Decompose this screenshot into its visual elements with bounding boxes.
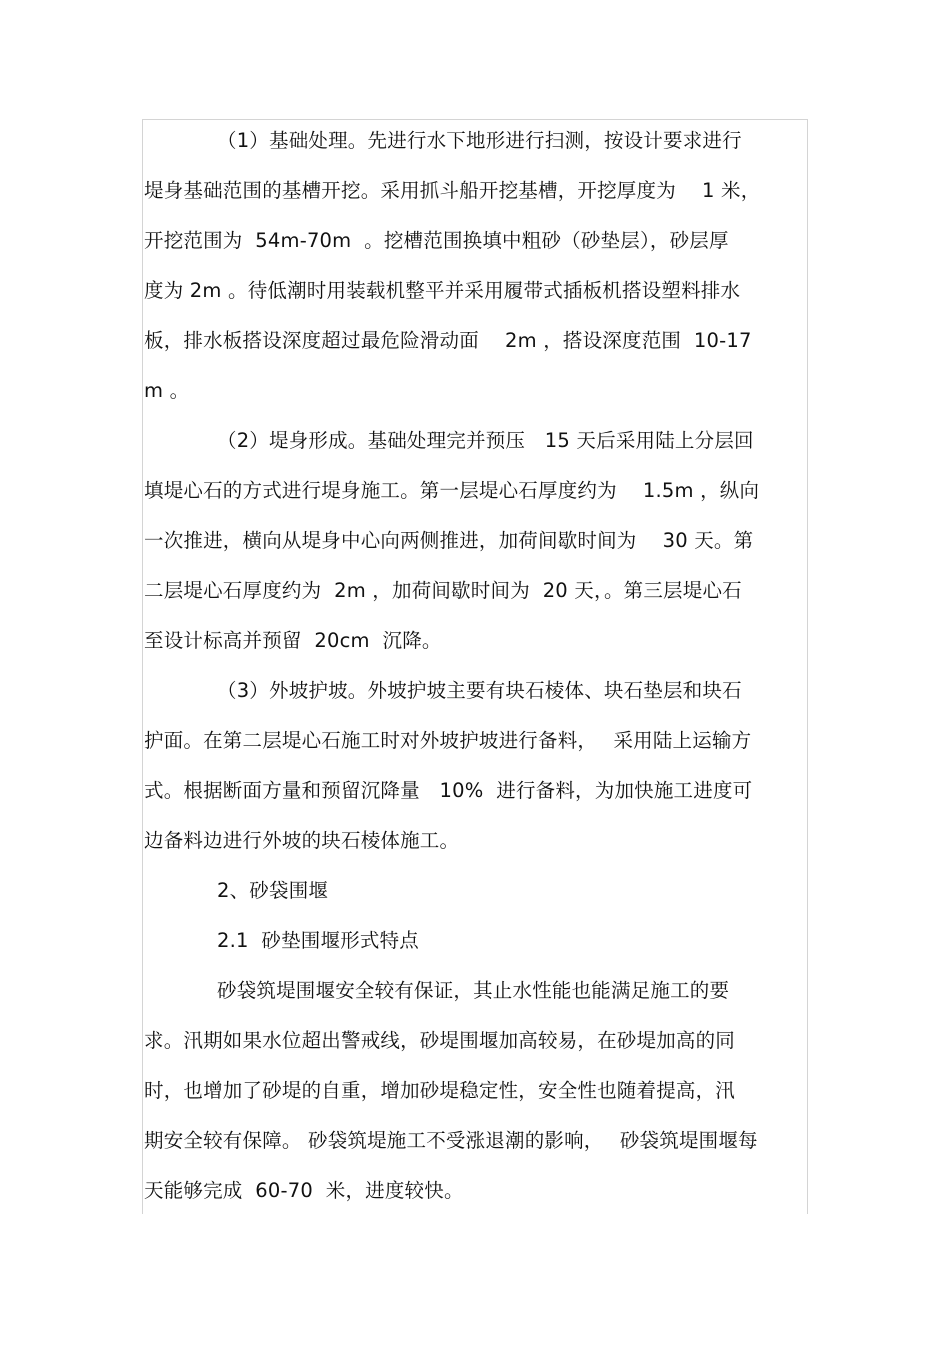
paragraph-2-line-3: 一次推进，横向从堤身中心向两侧推进，加荷间歇时间为 30 天。第 <box>144 529 754 552</box>
section-heading: 2、砂袋围堰 <box>217 879 329 902</box>
paragraph-4-line-1: 砂袋筑堤围堰安全较有保证，其止水性能也能满足施工的要 <box>217 979 730 1002</box>
paragraph-2-line-5: 至设计标高并预留 20cm 沉降。 <box>144 629 442 652</box>
paragraph-3-line-1: （3）外坡护坡。外坡护坡主要有块石棱体、块石垫层和块石 <box>217 679 742 702</box>
paragraph-2-line-1: （2）堤身形成。基础处理完并预压 15 天后采用陆上分层回 <box>217 429 754 452</box>
paragraph-4-line-4: 期安全较有保障。 砂袋筑堤施工不受涨退潮的影响， 砂袋筑堤围堰每 <box>144 1129 758 1152</box>
paragraph-4-line-2: 求。汛期如果水位超出警戒线，砂堤围堰加高较易，在砂堤加高的同 <box>144 1029 736 1052</box>
paragraph-4-line-5: 天能够完成 60-70 米，进度较快。 <box>144 1179 464 1202</box>
paragraph-1-line-3: 开挖范围为 54m-70m 。挖槽范围换填中粗砂（砂垫层），砂层厚 <box>144 229 729 252</box>
paragraph-3-line-2: 护面。在第二层堤心石施工时对外坡护坡进行备料， 采用陆上运输方 <box>144 729 752 752</box>
paragraph-1-line-5: 板，排水板搭设深度超过最危险滑动面 2m ，搭设深度范围 10-17 <box>144 329 752 352</box>
paragraph-1-line-4: 度为 2m 。待低潮时用装载机整平并采用履带式插板机搭设塑料排水 <box>144 279 741 302</box>
paragraph-3-line-4: 边备料边进行外坡的块石棱体施工。 <box>144 829 460 852</box>
paragraph-3-line-3: 式。根据断面方量和预留沉降量 10% 进行备料，为加快施工进度可 <box>144 779 753 802</box>
subsection-heading: 2.1 砂垫围堰形式特点 <box>217 929 420 952</box>
paragraph-4-line-3: 时，也增加了砂堤的自重，增加砂堤稳定性，安全性也随着提高，汛 <box>144 1079 736 1102</box>
paragraph-2-line-4: 二层堤心石厚度约为 2m ，加荷间歇时间为 20 天，。第三层堤心石 <box>144 579 742 602</box>
paragraph-2-line-2: 填堤心石的方式进行堤身施工。第一层堤心石厚度约为 1.5m ，纵向 <box>144 479 760 502</box>
paragraph-1-line-1: （1）基础处理。先进行水下地形进行扫测，按设计要求进行 <box>217 129 742 152</box>
paragraph-1-line-2: 堤身基础范围的基槽开挖。采用抓斗船开挖基槽，开挖厚度为 1 米， <box>144 179 761 202</box>
paragraph-1-line-6: m 。 <box>144 379 190 402</box>
